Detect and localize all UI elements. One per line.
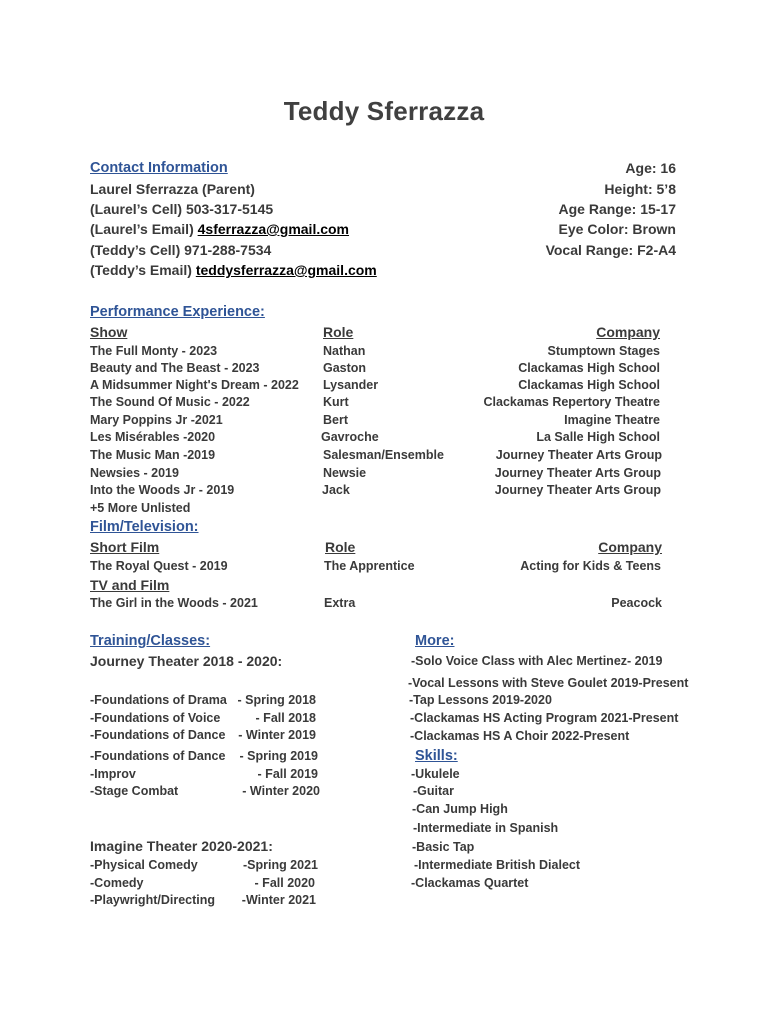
perf-company: Journey Theater Arts Group <box>494 466 661 480</box>
perf-show: Newsies - 2019 <box>90 466 179 480</box>
journey-heading: Journey Theater 2018 - 2020: <box>90 653 283 669</box>
film-short-company: Acting for Kids & Teens <box>520 559 661 573</box>
perf-role: Kurt <box>323 395 349 409</box>
perf-show: The Sound Of Music - 2022 <box>90 395 250 409</box>
perf-show: The Full Monty - 2023 <box>90 344 218 358</box>
contact-parent: Laurel Sferrazza (Parent) <box>90 181 255 197</box>
film-short-title: The Royal Quest - 2019 <box>90 559 228 573</box>
imagine-class: -Physical Comedy <box>90 858 198 872</box>
imagine-class: -Playwright/Directing <box>90 893 216 907</box>
stat-height: Height: 5’8 <box>604 181 676 197</box>
perf-company: Imagine Theatre <box>564 413 660 427</box>
journey-term: - Winter 2020 <box>242 784 320 798</box>
perf-role: Bert <box>323 413 349 427</box>
contact-teddy-email-label: (Teddy’s Email) <box>90 262 196 278</box>
stat-vocal-range: Vocal Range: F2-A4 <box>545 242 676 258</box>
perf-company: La Salle High School <box>536 430 660 444</box>
stat-age: Age: 16 <box>625 160 676 176</box>
page-title: Teddy Sferrazza <box>283 96 485 126</box>
performance-col-role: Role <box>323 324 354 340</box>
journey-term: - Fall 2019 <box>257 767 318 781</box>
perf-company: Clackamas High School <box>518 378 660 392</box>
perf-show: Les Misérables -2020 <box>90 430 216 444</box>
skill-item: -Intermediate British Dialect <box>414 858 581 872</box>
performance-col-company: Company <box>596 324 660 340</box>
performance-col-show: Show <box>90 324 128 340</box>
perf-role: Nathan <box>323 344 366 358</box>
imagine-term: - Fall 2020 <box>254 876 315 890</box>
imagine-class: -Comedy <box>90 876 144 890</box>
contact-laurel-email-row <box>90 221 349 237</box>
perf-show: Beauty and The Beast - 2023 <box>90 361 260 375</box>
imagine-term: -Spring 2021 <box>242 858 318 872</box>
journey-term: - Spring 2019 <box>239 749 318 763</box>
journey-term: - Winter 2019 <box>238 728 316 742</box>
skills-heading: Skills: <box>415 748 458 764</box>
imagine-heading: Imagine Theater 2020-2021: <box>90 838 273 854</box>
journey-class: -Foundations of Dance <box>90 749 226 763</box>
film-col-company: Company <box>598 539 662 555</box>
film-col-short: Short Film <box>90 539 160 555</box>
more-item: -Solo Voice Class with Alec Mertinez- 2019 <box>411 654 663 668</box>
perf-role: Newsie <box>323 466 367 480</box>
perf-show: A Midsummer Night's Dream - 2022 <box>90 378 299 392</box>
journey-class: -Foundations of Drama <box>90 693 227 707</box>
contact-laurel-cell: (Laurel’s Cell) 503-317-5145 <box>90 201 274 217</box>
perf-show: Mary Poppins Jr -2021 <box>90 413 223 427</box>
journey-class: -Improv <box>90 767 136 781</box>
contact-teddy-cell: (Teddy’s Cell) 971-288-7534 <box>90 242 272 258</box>
skill-item: -Intermediate in Spanish <box>413 821 559 835</box>
journey-class: -Stage Combat <box>90 784 179 798</box>
stat-eye-color: Eye Color: Brown <box>558 221 676 237</box>
tv-role: Extra <box>324 596 356 610</box>
perf-company: Stumptown Stages <box>547 344 660 358</box>
perf-company: Journey Theater Arts Group <box>495 448 662 462</box>
perf-role: Gavroche <box>321 430 379 444</box>
more-item: -Vocal Lessons with Steve Goulet 2019-Present <box>408 676 689 690</box>
film-col-role: Role <box>325 539 356 555</box>
more-item: -Tap Lessons 2019-2020 <box>409 693 552 707</box>
perf-role: Lysander <box>323 378 379 392</box>
film-heading: Film/Television: <box>90 519 199 535</box>
journey-class: -Foundations of Voice <box>90 711 221 725</box>
perf-show: Into the Woods Jr - 2019 <box>90 483 235 497</box>
performance-heading: Performance Experience: <box>90 304 265 320</box>
teddy-email-link[interactable]: teddysferrazza@gmail.com <box>195 262 377 278</box>
journey-term: - Fall 2018 <box>255 711 316 725</box>
stat-age-range: Age Range: 15-17 <box>558 201 676 217</box>
perf-role: Gaston <box>323 361 367 375</box>
journey-class: -Foundations of Dance <box>90 728 226 742</box>
contact-laurel-email-label: (Laurel’s Email) <box>90 221 198 237</box>
perf-company: Journey Theater Arts Group <box>494 483 661 497</box>
perf-role: Salesman/Ensemble <box>323 448 444 462</box>
tv-title: The Girl in the Woods - 2021 <box>90 596 258 610</box>
perf-role: Jack <box>322 483 350 497</box>
more-item: -Clackamas HS Acting Program 2021-Present <box>410 711 679 725</box>
perf-company: Clackamas Repertory Theatre <box>483 395 660 409</box>
perf-show: The Music Man -2019 <box>90 448 216 462</box>
tv-film-heading: TV and Film <box>90 577 170 593</box>
contact-heading: Contact Information <box>90 160 228 176</box>
film-short-role: The Apprentice <box>324 559 415 573</box>
perf-more-unlisted: +5 More Unlisted <box>90 501 191 515</box>
imagine-term: -Winter 2021 <box>241 893 316 907</box>
contact-teddy-email-row <box>90 262 377 278</box>
more-item: -Clackamas HS A Choir 2022-Present <box>410 729 630 743</box>
skill-item: -Guitar <box>413 784 454 798</box>
perf-company: Clackamas High School <box>518 361 660 375</box>
more-heading: More: <box>415 633 455 649</box>
skill-item: -Ukulele <box>411 767 460 781</box>
journey-term: - Spring 2018 <box>237 693 316 707</box>
tv-company: Peacock <box>611 596 662 610</box>
training-heading: Training/Classes: <box>90 633 211 649</box>
skill-item: -Clackamas Quartet <box>411 876 529 890</box>
laurel-email-link[interactable]: 4sferrazza@gmail.com <box>197 221 350 237</box>
skill-item: -Can Jump High <box>412 802 508 816</box>
skill-item: -Basic Tap <box>412 840 475 854</box>
